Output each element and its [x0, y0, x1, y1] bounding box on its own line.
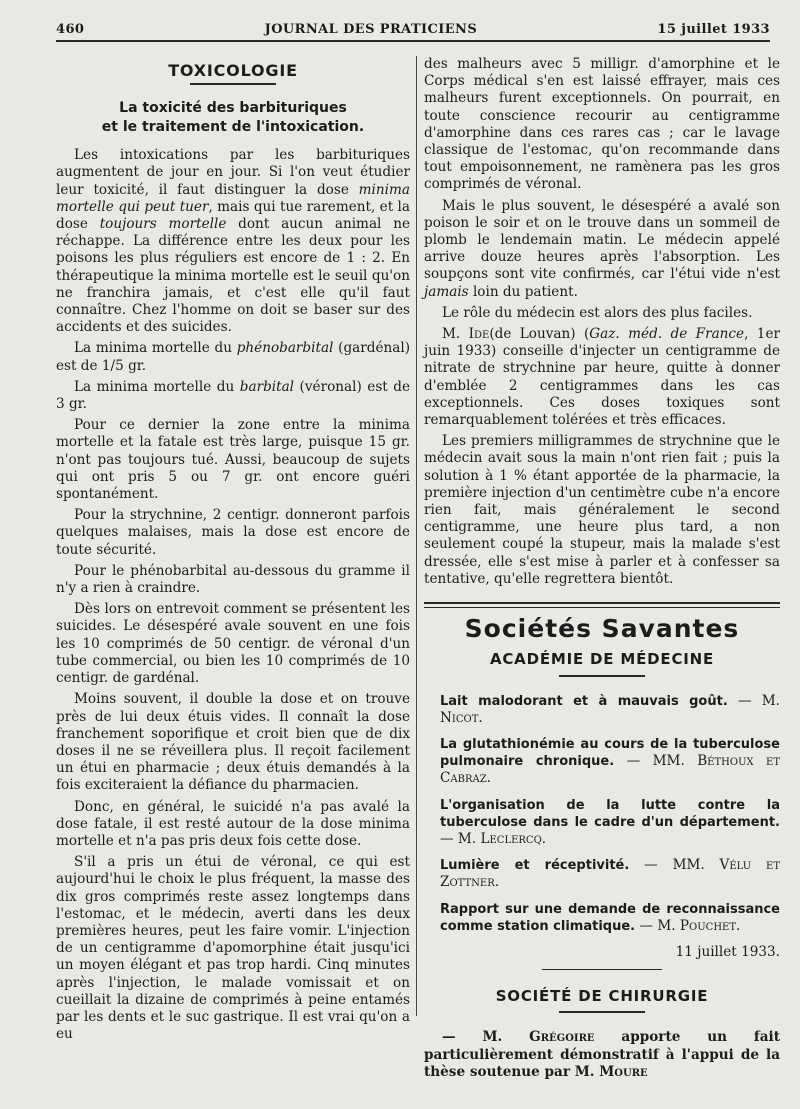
- session-item: Rapport sur une demande de reconnaissance comme station climatique. — M. Pouchet.: [440, 901, 780, 934]
- article-title-line1: La toxicité des barbituriques: [119, 100, 347, 117]
- column-divider: [416, 56, 417, 1016]
- academie-title: ACADÉMIE DE MÉDECINE: [489, 650, 715, 669]
- paragraph: des malheurs avec 5 milligr. d'amorphine et le Corps médical s'en est laissé effrayer, mais ces malheurs furent exceptionnels. On pourrait, en toute conscience recourir au centigramme d'amorphine dans ces rares cas ; car le lavage classique de l'estomac, qu'on recommande dans tout empoisonnement, ne ramènera pas les gros comprimés de véronal.: [424, 56, 780, 193]
- paragraph: La minima mortelle du phénobarbital (gardénal) est de 1/5 gr.: [56, 340, 411, 374]
- paragraph: Pour ce dernier la zone entre la minima mortelle et la fatale est très large, puisque 15 gr. n'ont pas toujours tué. Aussi, beaucoup de sujets qui ont pris 5 ou 7 gr. ont encore guéri spontanément.: [56, 417, 410, 503]
- session-item: La glutathionémie au cours de la tuberculose pulmonaire chronique. — MM. Béthoux et Cabraz.: [440, 736, 781, 787]
- paragraph: Donc, en général, le suicidé n'a pas avalé la dose fatale, il est resté autour de la dose minima mortelle et n'a pas pris deux fois cette dose.: [56, 798, 410, 849]
- session-item: Lait malodorant et à mauvais goût. — M. Nicot.: [440, 692, 780, 726]
- section-title-toxicologie: TOXICOLOGIE: [168, 61, 298, 80]
- paragraph: Dès lors on entrevoit comment se présentent les suicides. Le désespéré avale souvent en une fois les 10 comprimés de 50 centigr. de véronal d'un tube commercial, ou bien les 10 comprimés de 10 centigr. de gardénal.: [56, 601, 410, 687]
- session-item: L'organisation de la lutte contre la tuberculose dans le cadre d'un département. — M. Leclercq.: [440, 797, 780, 847]
- article-title-line2: et le traitement de l'intoxication.: [101, 119, 365, 136]
- article-title: [56, 99, 410, 137]
- paragraph: Moins souvent, il double la dose et on trouve près de lui deux étuis vides. Il connaît la dose franchement soporifique et croit bien que de dix doses il ne se réveillera plus. Il reçoit facilement un étui en pharmacie ; deux étuis demandés à la fois exciteraient la défiance du pharmacien.: [56, 691, 410, 794]
- issue-date: 15 juillet 1933: [657, 21, 770, 37]
- chirurgie-rule: [559, 1011, 645, 1013]
- journal-title: JOURNAL DES PRATICIENS: [264, 21, 478, 37]
- section-rule: [190, 83, 276, 85]
- paragraph: La minima mortelle du barbital (véronal) est de 3 gr.: [56, 378, 411, 413]
- session-date: 11 juillet 1933.: [675, 943, 780, 960]
- paragraph: M. Ide(de Louvan) (Gaz. méd. de France, 1er juin 1933) conseille d'injecter un centigramme de nitrate de strychnine par heure, quitte à donner d'emblée 2 centigrammes dans les cas exceptionnels. Ces doses toxiques sont remarquablement tolérées et très efficaces.: [424, 326, 781, 429]
- right-column: [424, 56, 780, 1085]
- page-header: [56, 18, 770, 40]
- chirurgie-title: SOCIÉTÉ DE CHIRURGIE: [495, 987, 709, 1006]
- paragraph: Pour la strychnine, 2 centigr. donneront parfois quelques malaises, mais la dose est encore de toute sécurité.: [56, 507, 410, 558]
- page-number: 460: [56, 21, 85, 37]
- paragraph: Les intoxications par les barbituriques augmentent de jour en jour. Si l'on veut étudier leur toxicité, il faut distinguer la dose minima mortelle qui peut tuer, mais qui tue rarement, et la dose toujours mortelle dont aucun animal ne réchappe. La différence entre les deux pour les poisons les plus réguliers est encore de 1 : 2. En thérapeutique la minima mortelle est le seuil qu'on ne franchira jamais, et c'est elle qu'il faut connaître. Chez l'homme on doit se baser sur des accidents et des suicides.: [56, 147, 411, 336]
- paragraph: Le rôle du médecin est alors des plus faciles.: [442, 304, 753, 321]
- left-column: [56, 56, 410, 1047]
- paragraph: Mais le plus souvent, le désespéré a avalé son poison le soir et on le trouve dans un sommeil de plomb le lendemain matin. Le médecin appelé arrive douze heures après l'absorption. Les soupçons sont vite confirmés, car l'étui vide n'est jamais loin du patient.: [424, 197, 780, 300]
- session-item: Lumière et réceptivité. — MM. Vélu et Zottner.: [440, 857, 780, 891]
- paragraph: S'il a pris un étui de véronal, ce qui est aujourd'hui le choix le plus fréquent, la masse des dix gros comprimés reste assez longtemps dans l'estomac, et le médecin, averti dans les deux premières heures, peut les faire vomir. L'injection de un centigramme d'apomorphine était jusqu'ici un moyen élégant et pas trop hardi. Cinq minutes après l'injection, le malade vomissait et on cueillait la dizaine de comprimés à peine entamés par les dents et le suc gastrique. Il est vrai qu'on a eu: [56, 854, 410, 1043]
- societes-savantes-title: Sociétés Savantes: [464, 614, 740, 644]
- section-separator: [424, 602, 780, 608]
- chirurgie-top-rule: [542, 969, 662, 970]
- header-rule: [56, 40, 770, 42]
- academie-rule: [559, 675, 645, 677]
- paragraph: — M. Grégoire apporte un fait particulièrement démonstratif à l'appui de la thèse soutenue par M. Moure: [424, 1029, 780, 1080]
- paragraph: Les premiers milligrammes de strychnine que le médecin avait sous la main n'ont rien fait ; puis la solution à 1 % étant apportée de la pharmacie, la première injection d'un centimètre cube n'a encore rien fait, mais généralement le second centigramme, une heure plus tard, a non seulement coupé la stupeur, mais la malade s'est dressée, elle s'est mise à parler et à confesser sa tentative, qu'elle regrettera bientôt.: [424, 433, 780, 587]
- paragraph: Pour le phénobarbital au-dessous du gramme il n'y a rien à craindre.: [56, 562, 410, 597]
